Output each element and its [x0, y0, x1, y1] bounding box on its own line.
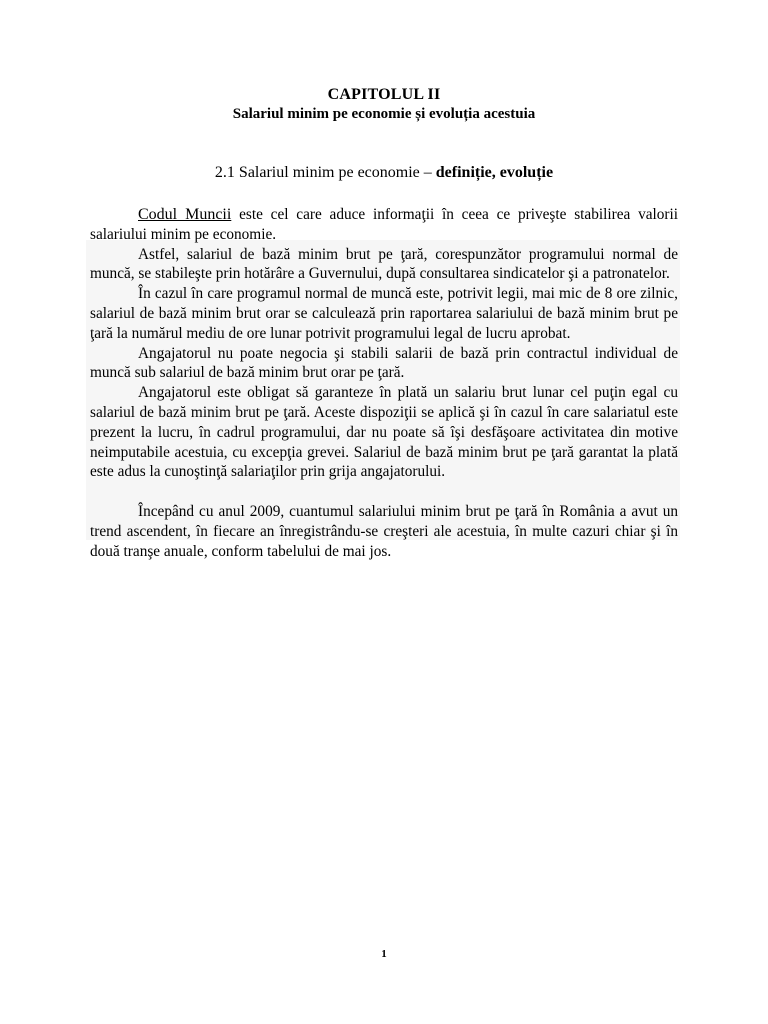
body-text	[90, 205, 678, 561]
paragraph-5: Angajatorul este obligat să garanteze în plată un salariu brut lunar cel puţin egal cu salariul de bază minim brut pe ţară. Aceste dispoziţii se aplică şi în cazul în care salariatul este prezent la lucru, în cadrul programului, dar nu poate să îşi desfăşoare activitatea din motive neimputabile acestuia, cu excepţia grevei. Salariul de bază minim brut pe ţară garantat la plată este adus la cunoştinţă salariaţilor prin grija angajatorului.	[90, 384, 678, 481]
paragraph-1-text: este cel care aduce informaţii în ceea ce priveşte stabilirea valorii salariului minim pe economie.	[90, 206, 678, 243]
paragraph-1	[90, 205, 678, 245]
page-number: 1	[381, 948, 387, 960]
paragraph-6: Începând cu anul 2009, cuantumul salariului minim brut pe ţară în România a avut un trend ascendent, în fiecare an înregistrându-se creşteri ale acestuia, în multe cazuri chiar şi în două tranşe anuale, conform tabelului de mai jos.	[90, 502, 678, 560]
chapter-heading: CAPITOLUL II	[327, 86, 441, 103]
paragraph-3: În cazul în care programul normal de muncă este, potrivit legii, mai mic de 8 ore zilnic, salariul de bază minim brut orar se calculează prin raportarea salariului de bază minim brut pe ţară la numărul mediu de ore lunar potrivit programului legal de lucru aprobat.	[90, 285, 678, 342]
section-title-bold: definiție, evoluție	[435, 164, 554, 181]
codul-muncii-lead: Codul Muncii	[138, 206, 232, 223]
section-heading	[0, 164, 768, 182]
section-number-title: 2.1 Salariul minim pe economie –	[214, 164, 432, 181]
paragraph-2: Astfel, salariul de bază minim brut pe ţară, corespunzător programului normal de muncă, se stabileşte prin hotărâre a Guvernului, după consultarea sindicatelor şi a patronatelor.	[90, 245, 678, 283]
paragraph-4: Angajatorul nu poate negocia şi stabili salarii de bază prin contractul individual de muncă sub salariul de bază minim brut orar pe ţară.	[90, 344, 678, 382]
chapter-subtitle: Salariul minim pe economie și evoluția acestuia	[232, 106, 536, 122]
